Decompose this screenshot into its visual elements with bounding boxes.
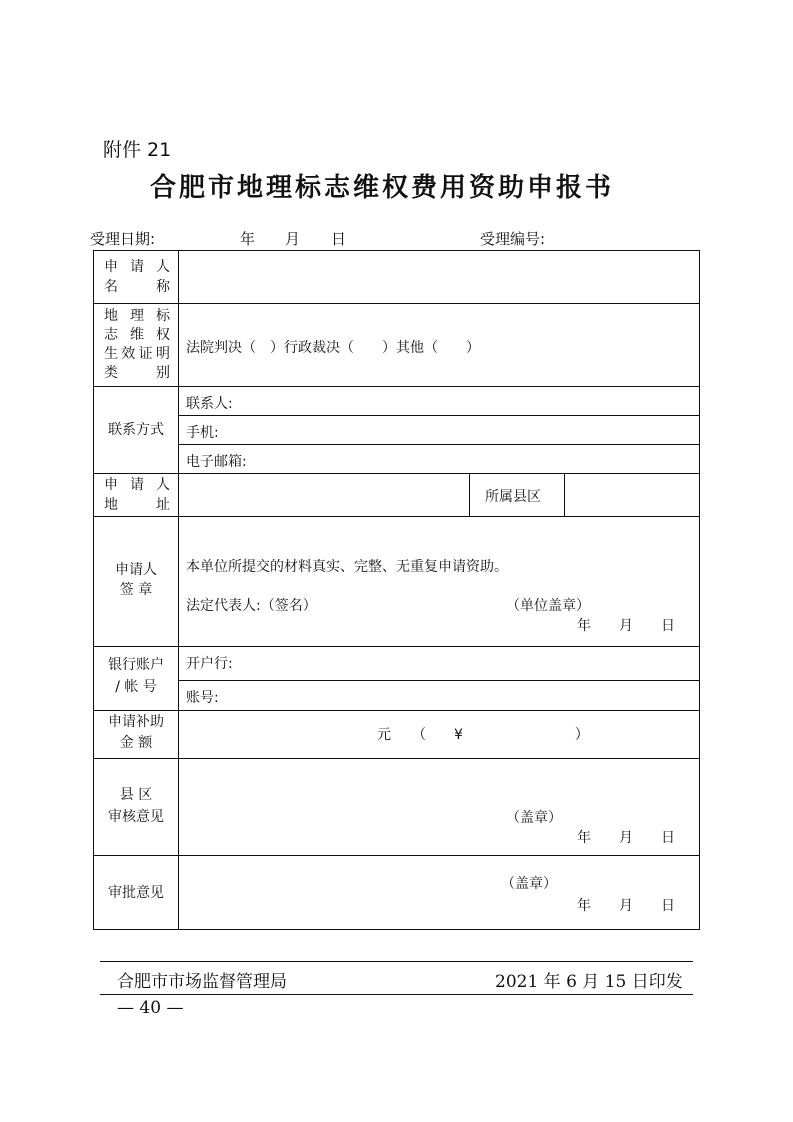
footer-bottom-rule <box>100 994 693 995</box>
applicant-name-label-line2: 名 称 <box>104 279 170 295</box>
proof-type-label-line4: 类 别 <box>104 365 170 381</box>
row-divider <box>94 303 699 304</box>
proof-type-label-line1: 地 理 标 <box>104 308 170 324</box>
signature-label-line1: 申请人 <box>115 562 157 578</box>
legal-rep-signature[interactable]: 法定代表人:（签名） <box>186 598 317 614</box>
attachment-label: 附件 21 <box>103 139 172 161</box>
row-divider <box>94 758 699 759</box>
approval-seal: （盖章） <box>501 876 557 892</box>
amount-label-line1: 申请补助 <box>108 714 164 730</box>
county-review-date: 年 月 日 <box>577 830 675 846</box>
acceptance-no-label: 受理编号: <box>480 230 546 248</box>
row-divider <box>94 516 699 517</box>
county-review-label-line1: 县 区 <box>119 787 153 803</box>
email-field[interactable]: 电子邮箱: <box>186 454 247 470</box>
page-number: — 40 — <box>117 998 184 1018</box>
row-divider <box>178 444 699 445</box>
address-label-line1: 申 请 人 <box>104 477 170 493</box>
address-divider <box>469 473 470 516</box>
contact-label: 联系方式 <box>108 422 164 438</box>
acceptance-date-label: 受理日期: <box>90 230 156 248</box>
unit-seal: （单位盖章） <box>506 598 590 614</box>
row-divider <box>94 710 699 711</box>
district-divider <box>564 473 565 516</box>
bank-name-field[interactable]: 开户行: <box>186 656 233 672</box>
proof-type-label-line3: 生效证明 <box>104 346 170 362</box>
date-month: 月 <box>285 230 301 248</box>
row-divider <box>94 646 699 647</box>
district-label: 所属县区 <box>485 489 541 505</box>
signature-label-line2: 签 章 <box>119 582 153 598</box>
date-year: 年 <box>240 230 256 248</box>
account-number-field[interactable]: 账号: <box>186 690 219 706</box>
proof-type-label-line2: 志 维 权 <box>104 327 170 343</box>
applicant-name-label-line1: 申 请 人 <box>104 259 170 275</box>
signature-date: 年 月 日 <box>577 618 675 634</box>
row-divider <box>94 473 699 474</box>
county-review-label-line2: 审核意见 <box>108 809 164 825</box>
row-divider <box>178 680 699 681</box>
row-divider <box>94 855 699 856</box>
amount-label-line2: 金 额 <box>119 735 153 751</box>
row-divider <box>178 415 699 416</box>
applicant-name-field[interactable] <box>189 267 694 289</box>
contact-person-field[interactable]: 联系人: <box>186 396 233 412</box>
address-label-line2: 地 址 <box>104 497 170 513</box>
application-form <box>93 250 700 930</box>
county-seal: （盖章） <box>506 810 562 826</box>
page-title: 合肥市地理标志维权费用资助申报书 <box>150 173 615 203</box>
label-column-divider <box>178 251 179 929</box>
approval-label: 审批意见 <box>108 885 164 901</box>
issue-date: 2021 年 6 月 15 日印发 <box>495 972 683 992</box>
approval-date: 年 月 日 <box>577 898 675 914</box>
phone-field[interactable]: 手机: <box>186 425 219 441</box>
row-divider <box>94 386 699 387</box>
footer-top-rule <box>100 961 693 962</box>
bank-label-line2: / 帐 号 <box>115 679 157 695</box>
proof-type-options[interactable]: 法院判决（ ）行政裁决（ ）其他（ ） <box>186 340 480 356</box>
issuer-name: 合肥市市场监督管理局 <box>117 972 287 992</box>
declaration-text: 本单位所提交的材料真实、完整、无重复申请资助。 <box>186 559 508 575</box>
bank-label-line1: 银行账户 <box>108 657 164 673</box>
amount-field[interactable]: 元 （ ¥ ） <box>377 727 589 743</box>
date-day: 日 <box>331 230 347 248</box>
